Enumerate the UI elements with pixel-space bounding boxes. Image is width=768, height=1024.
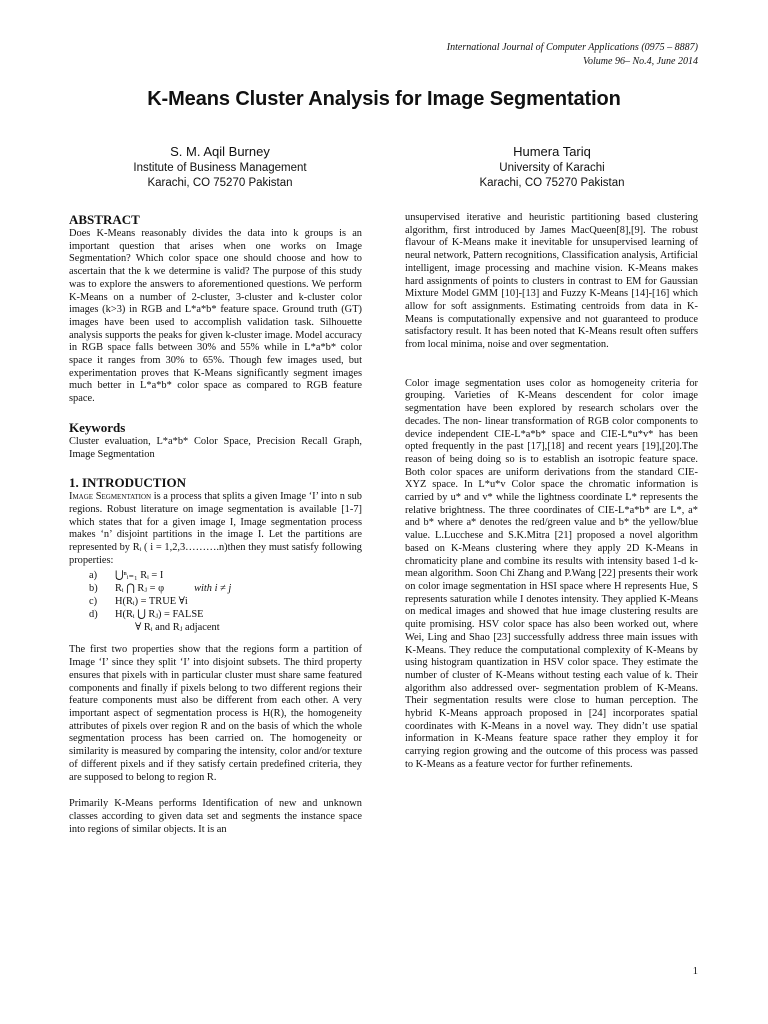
property-item [89, 621, 362, 634]
paper-title: K-Means Cluster Analysis for Image Segmentation [147, 88, 621, 110]
keywords-heading: Keywords [69, 419, 126, 435]
property-condition: with i ≠ j [194, 583, 232, 595]
properties-list [89, 569, 362, 634]
author-block [432, 143, 672, 191]
author-address: Karachi, CO 75270 Pakistan [479, 177, 625, 189]
left-column [69, 212, 362, 836]
author-affiliation: University of Karachi [499, 162, 605, 174]
property-item [89, 582, 362, 595]
intro-paragraph-3: Primarily K-Means performs Identification of new and unknown classes according to given data set and segments the instance space into regions of similar objects. It is an [69, 798, 362, 835]
property-expr: Rᵢ ⋂ Rⱼ = φ [115, 583, 165, 595]
property-item [89, 608, 362, 621]
author-block [100, 143, 340, 191]
author-name: Humera Tariq [513, 144, 591, 159]
right-paragraph-1: unsupervised iterative and heuristic partitioning based clustering algorithm, first introduced by James MacQueen[8],[9]. The robust flavour of K-Means make it inevitable for unsupervised learning of neural network, Pattern recognitions, Classification analysis, Artificial intelligent, image processing and machine vision. K-Means makes hard assignments of points to clusters in contrast to EM for Gaussian Mixture Model GMM [10]-[13] and Fuzzy K-Means [14]-[16] which allow for soft assignments. Estimating centroids from data in K-Means is computationally expensive and not guaranteed to produce satisfactory result. It has been noted that K-Means result often suffers from local minima, noise and over segmentation. [405, 212, 698, 351]
author-name: S. M. Aqil Burney [170, 144, 270, 159]
abstract-text: Does K-Means reasonably divides the data into k groups is an important question that arises when one works on Image Segmentation? Which color space one should choose and how to ascertain that the k we determine is valid? The purpose of this study was to explore the answers to aforementioned questions. We perform K-Means on a number of 2-cluster, 3-cluster and k-cluster color images (k>3) in RGB and L*a*b* feature space. Ground truth (GT) images have been used to accomplish validation task. Silhouette analysis supports the peaks for given k-cluster image. Model accuracy in RGB space falls between 30% and 55% while in L*a*b* color space it ranges from 30% to 65%. Though few images used, but experimentation proves that K-Means significantly segment images much better in L*a*b* color space as compared to RGB feature space. [69, 228, 362, 405]
property-continuation: ∀ Rᵢ and Rⱼ adjacent [135, 622, 220, 634]
abstract-heading: ABSTRACT [69, 212, 140, 227]
property-expr: H(Rᵢ) = TRUE ∀i [115, 596, 188, 608]
journal-volume: Volume 96– No.4, June 2014 [583, 56, 698, 67]
property-label: c) [89, 596, 98, 608]
property-label: a) [89, 570, 98, 582]
property-label: b) [89, 583, 98, 595]
page-number: 1 [692, 966, 698, 977]
property-label: d) [89, 609, 98, 621]
intro-paragraph-2: The first two properties show that the regions form a partition of Image ‘I’ since they split ‘I’ into disjoint subsets. The third property ensures that pixels with in particular cluster must share same featured components and finally if pixels belong to two different regions their feature components must also be different from each other. A very important aspect of segmentation process is H(R), the homogeneity attributes of pixels over region R and on the basis of which the whole segmentation process has been carried on. The homogeneity or similarity is measured by comparing the intensity, color and/or texture of different pixels and if they satisfy certain predefined criteria, they are supposed to belong to region R. [69, 644, 362, 783]
property-expr: H(Rᵢ ⋃ Rⱼ) = FALSE [115, 609, 204, 621]
author-affiliation: Institute of Business Management [133, 162, 307, 174]
author-address: Karachi, CO 75270 Pakistan [147, 177, 293, 189]
right-column [405, 212, 698, 772]
intro-lead: Image Segmentation [69, 491, 152, 503]
property-expr: ⋃ⁿᵢ₌₁ Rᵢ = I [115, 570, 164, 582]
property-item [89, 569, 362, 582]
introduction-heading: 1. INTRODUCTION [69, 475, 187, 491]
intro-text: is a process that splits a given Image ‘I’ into n sub regions. Robust literature on image segmentation is available [1-7] which states that for a given image I, Image segmentation process makes ‘n’ disjoint partitions in the image I. Let the partitions are represented by Rᵢ ( i = 1,2,3……….n)then they must satisfy following properties: [69, 491, 363, 566]
right-paragraph-2: Color image segmentation uses color as homogeneity criteria for grouping. Varieties of K-Means descendent for color image segmentation have been explored by research scholars over the decades. The non- linear transformation of RGB color components to device independent CIE-L*a*b* space and CIE-L*u*v* has been opted frequently in the past [17],[18] and recent years [19],[20].The reason of being doing so is to establish an isotropic feature space. Both color spaces are uniform derivations from the standard CIE-XYZ space. In L*u*v Color space the chromatic information is carried by u* and v* while the lightness coordinate L* represents the relative brightness. The three coordinates of CIE-L*a*b* are L*, a* and b* where a* denotes the red/green value and b* the yellow/blue value. L.Lucchese and S.K.Mitra [21] proposed a novel algorithm based on K-Means clustering where they apply 2D K-Means in chromaticity plane and combine its results with intensity based 1-d k- mean algorithm. Soon Chi Zhang and P.Wang [22] presents their work on color image segmentation in HSI space where H represents Hue, S represents saturation while I denotes intensity. They applied K-Means on medical images and showed that hue image clustering results are quite promising. HSV color space has also been worked out, where Wei, Ling and Shao [23] successfully address three main issues with K-Means. They reduce the computational complexity of K-Means by using histogram quantization in HSV color space. They estimate the number of cluster of K-Means without testing each value of k. Their algorithm also addressed over- segmentation problem of K-Means. Their segmentation results were close to human perception. The hybrid K-Means approach proposed in [24] incorporates spatial coordinates with K-Means in a novel way. They didn’t use spatial information in K-Means feature space rather they employ it for carrying region growing and the outcome of this process was passed to K-Means as a feature vector for further refinements. [405, 377, 698, 770]
intro-paragraph [69, 491, 362, 567]
journal-header [447, 41, 698, 69]
journal-name: International Journal of Computer Applications (0975 – 8887) [446, 42, 698, 53]
property-item [89, 595, 362, 608]
keywords-text: Cluster evaluation, L*a*b* Color Space, Precision Recall Graph, Image Segmentation [69, 435, 362, 460]
